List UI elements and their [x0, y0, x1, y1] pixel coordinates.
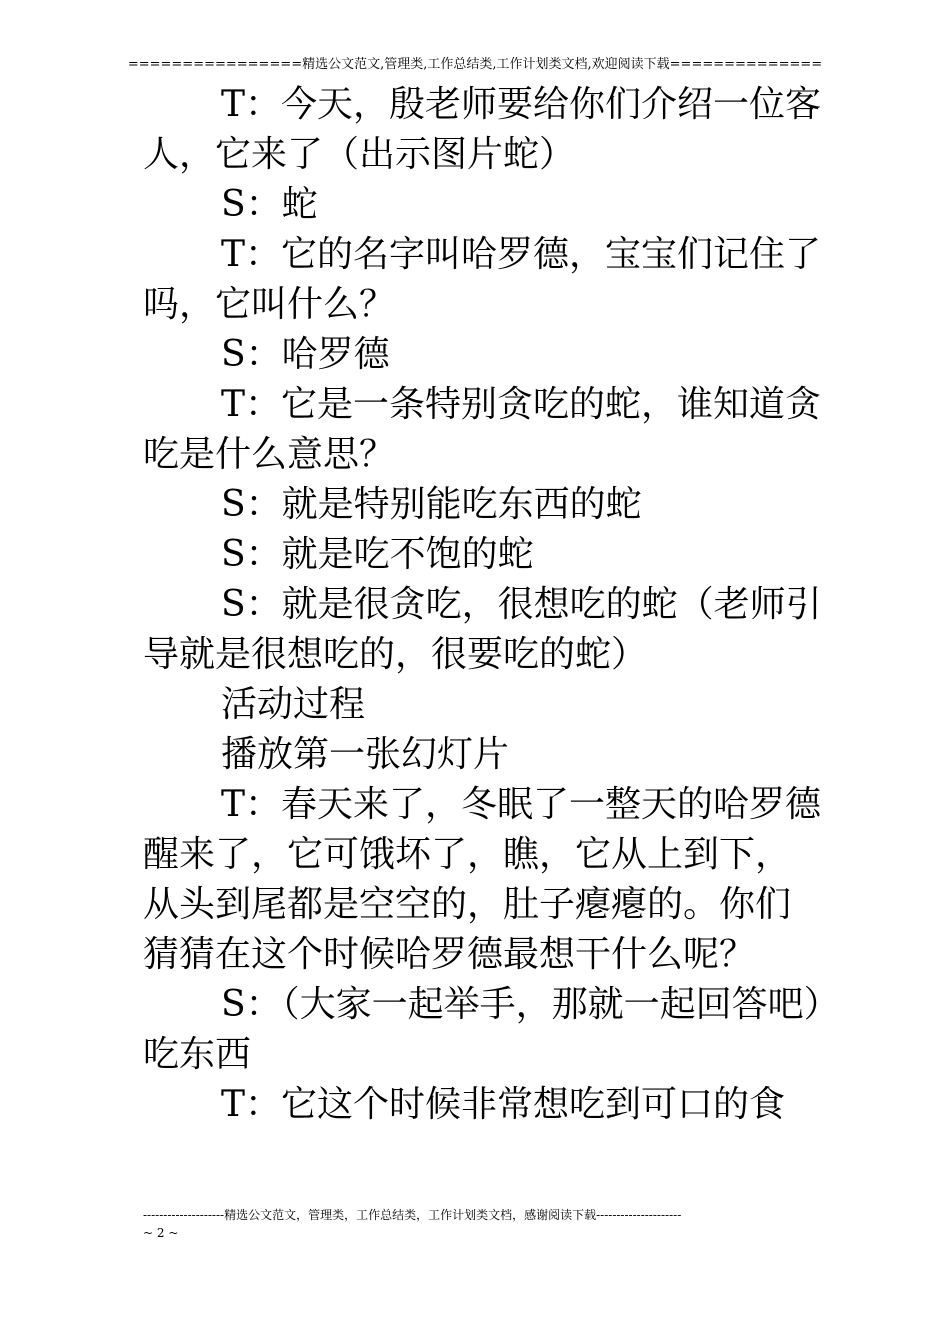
- paragraph-11: T：春天来了，冬眠了一整天的哈罗德醒来了，它可饿坏了，瞧，它从上到下，从头到尾都是空空的，肚子瘪瘪的。你们猜猜在这个时候哈罗德最想干什么呢？: [143, 784, 822, 975]
- paragraph-play-first-slide: 播放第一张幻灯片: [221, 734, 510, 775]
- page-footer: --------------------精选公文范文，管理类，工作总结类，工作计划类文档，感谢阅读下载---------------------: [143, 1208, 682, 1222]
- paragraph-5: T：它是一条特别贪吃的蛇，谁知道贪吃是什么意思？: [143, 384, 822, 475]
- page-number: ~ 2 ~: [143, 1226, 179, 1240]
- document-body: [143, 80, 823, 1130]
- paragraph-3: T：它的名字叫哈罗德，宝宝们记住了吗，它叫什么？: [143, 234, 822, 325]
- paragraph-13: T：它这个时候非常想吃到可口的食: [221, 1084, 786, 1125]
- paragraph-12: S：（大家一起举手，那就一起回答吧）吃东西: [143, 984, 822, 1075]
- paragraph-6: S：就是特别能吃东西的蛇: [221, 484, 642, 525]
- paragraph-4: S：哈罗德: [221, 334, 390, 375]
- section-heading-activity-process: 活动过程: [221, 684, 366, 725]
- paragraph-2: S：蛇: [221, 184, 318, 225]
- paragraph-1: T：今天，殷老师要给你们介绍一位客人，它来了（出示图片蛇）: [143, 84, 822, 175]
- page-header: ================精选公文范文,管理类,工作总结类,工作计划类文档,欢迎阅读下载==============: [127, 57, 823, 72]
- paragraph-7: S：就是吃不饱的蛇: [221, 534, 534, 575]
- paragraph-8: S：就是很贪吃，很想吃的蛇（老师引导就是很想吃的，很要吃的蛇）: [143, 584, 822, 675]
